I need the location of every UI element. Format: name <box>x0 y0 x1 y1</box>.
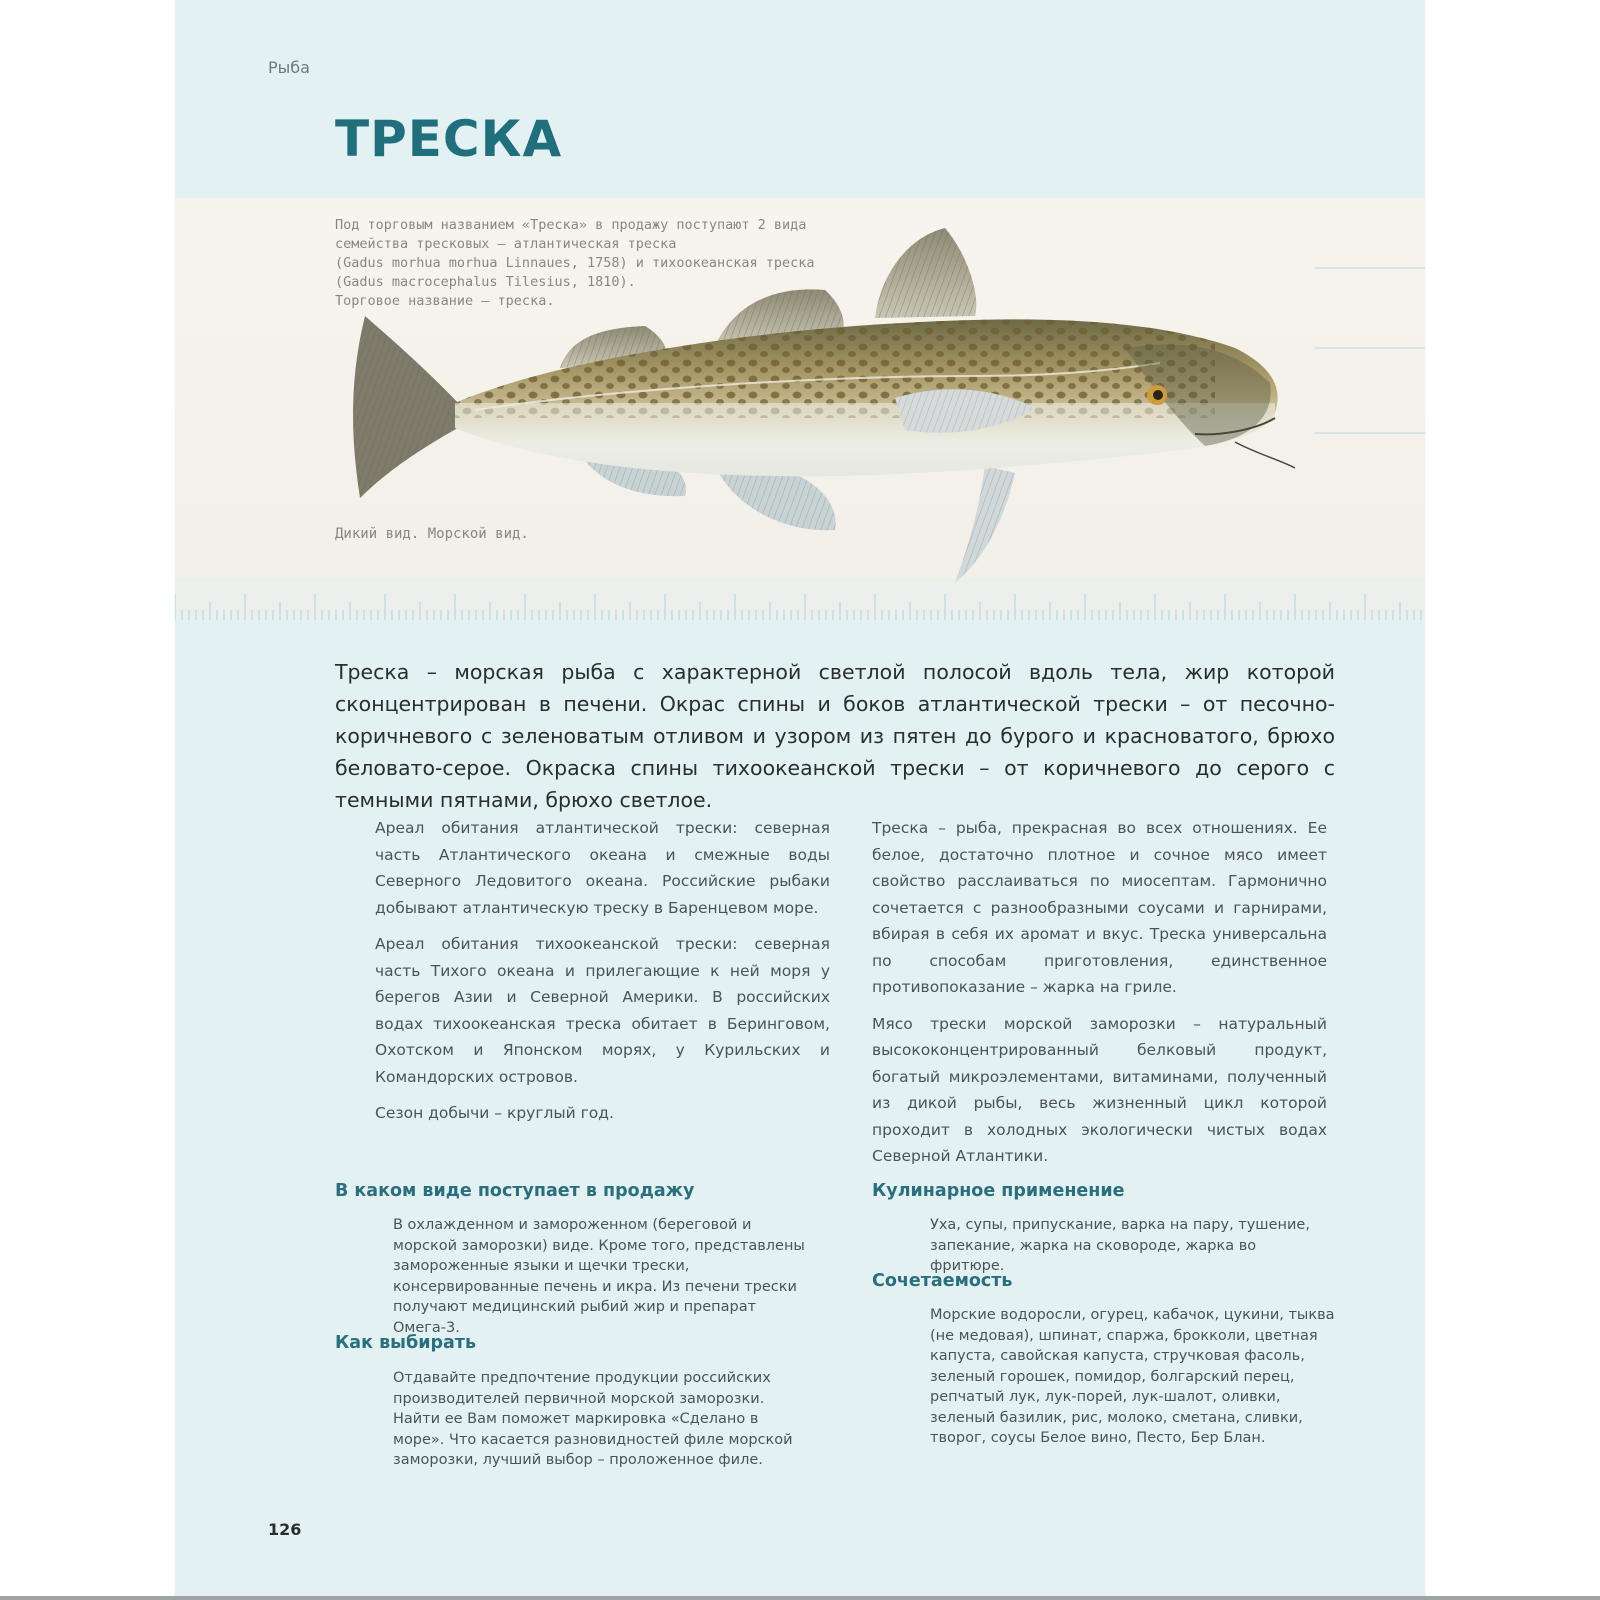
text-sale: В охлажденном и замороженном (береговой и морской заморозки) виде. Кроме того, представлены замороженные языки и щечки трески, консервированные печень и икра. Из печени трески получают медицинский рыбий жир и препарат Омега-3. <box>393 1217 805 1336</box>
paragraph: Мясо трески морской заморозки – натуральный высококонцентрированный белковый продукт, богатый микроэлементами, витаминами, полученный из дикой рыбы, весь жизненный цикл которой проходит в холодных экологически чистых водах Северной Атлантики. <box>872 1014 1327 1165</box>
decorative-lines <box>1305 258 1425 498</box>
page-number: 126 <box>268 1520 302 1539</box>
hero-caption-line: (Gadus macrocephalus Tilesius, 1810). <box>335 274 636 290</box>
paragraph: Ареал обитания тихоокеанской трески: северная часть Тихого океана и прилегающие к ней моря у берегов Азии и Северной Америки. В российских водах тихоокеанская треска обитает в Беринговом, Охотском и Японском морях, у Курильских и Командорских островов. <box>375 935 830 1086</box>
hero-caption-line: семейства тресковых – атлантическая треска <box>335 236 677 252</box>
page-bottom-edge <box>0 1596 1600 1600</box>
hero-caption <box>335 216 895 311</box>
heading-choose: Как выбирать <box>335 1333 477 1353</box>
left-column <box>375 815 830 1137</box>
hero-illustration <box>175 198 1425 620</box>
heading-pairing: Сочетаемость <box>872 1271 1013 1291</box>
text-culinary: Уха, супы, припускание, варка на пару, тушение, запекание, жарка на сковороде, жарка во фритюре. <box>930 1217 1310 1274</box>
section-label: Рыба <box>268 58 310 77</box>
hero-subcaption: Дикий вид. Морской вид. <box>335 526 529 542</box>
page-title: ТРЕСКА <box>335 110 563 168</box>
heading-sale: В каком виде поступает в продажу <box>335 1181 695 1201</box>
hero-caption-line: Под торговым названием «Треска» в продажу поступают 2 вида <box>335 217 807 233</box>
text-choose: Отдавайте предпочтение продукции российских производителей первичной морской заморозки. Найти ее Вам поможет маркировка «Сделано в море». Что касается разновидностей филе морской заморозки, лучший выбор – проложенное филе. <box>393 1370 793 1468</box>
intro-paragraph: Треска – морская рыба с характерной светлой полосой вдоль тела, жир которой сконцентрирован в печени. Окрас спины и боков атлантической трески – от песочно-коричневого с зеленоватым отливом и узором из пятен до бурого и красноватого, брюхо беловато-серое. Окраска спины тихоокеанской трески – от коричневого до серого с темными пятнами, брюхо светлое. <box>335 660 1335 812</box>
paragraph: Ареал обитания атлантической трески: северная часть Атлантического океана и смежные воды Северного Ледовитого океана. Российские рыбаки добывают атлантическую треску в Баренцевом море. <box>375 819 830 917</box>
book-page <box>175 0 1425 1596</box>
hero-caption-line: Торговое название – треска. <box>335 293 555 309</box>
heading-culinary: Кулинарное применение <box>872 1181 1125 1201</box>
hero-caption-line: (Gadus morhua morhua Linnaues, 1758) и тихоокеанская треска <box>335 255 815 271</box>
paragraph: Сезон добычи – круглый год. <box>375 1104 614 1122</box>
ruler-decoration <box>175 578 1425 620</box>
paragraph: Треска – рыба, прекрасная во всех отношениях. Ее белое, достаточно плотное и сочное мясо имеет свойство расслаиваться по миосептам. Гармонично сочетается с разнообразными соусами и гарнирами, вбирая в себя их аромат и вкус. Треска универсальна по способам приготовления, единственное противопоказание – жарка на гриле. <box>872 819 1327 996</box>
text-pairing: Морские водоросли, огурец, кабачок, цукини, тыква (не медовая), шпинат, спаржа, брокколи, цветная капуста, савойская капуста, стручковая фасоль, зеленый горошек, помидор, болгарский перец, репчатый лук, лук-порей, лук-шалот, оливки, зеленый базилик, рис, молоко, сметана, сливки, творог, соусы Белое вино, Песто, Бер Блан. <box>930 1307 1335 1446</box>
right-column <box>872 815 1327 1180</box>
